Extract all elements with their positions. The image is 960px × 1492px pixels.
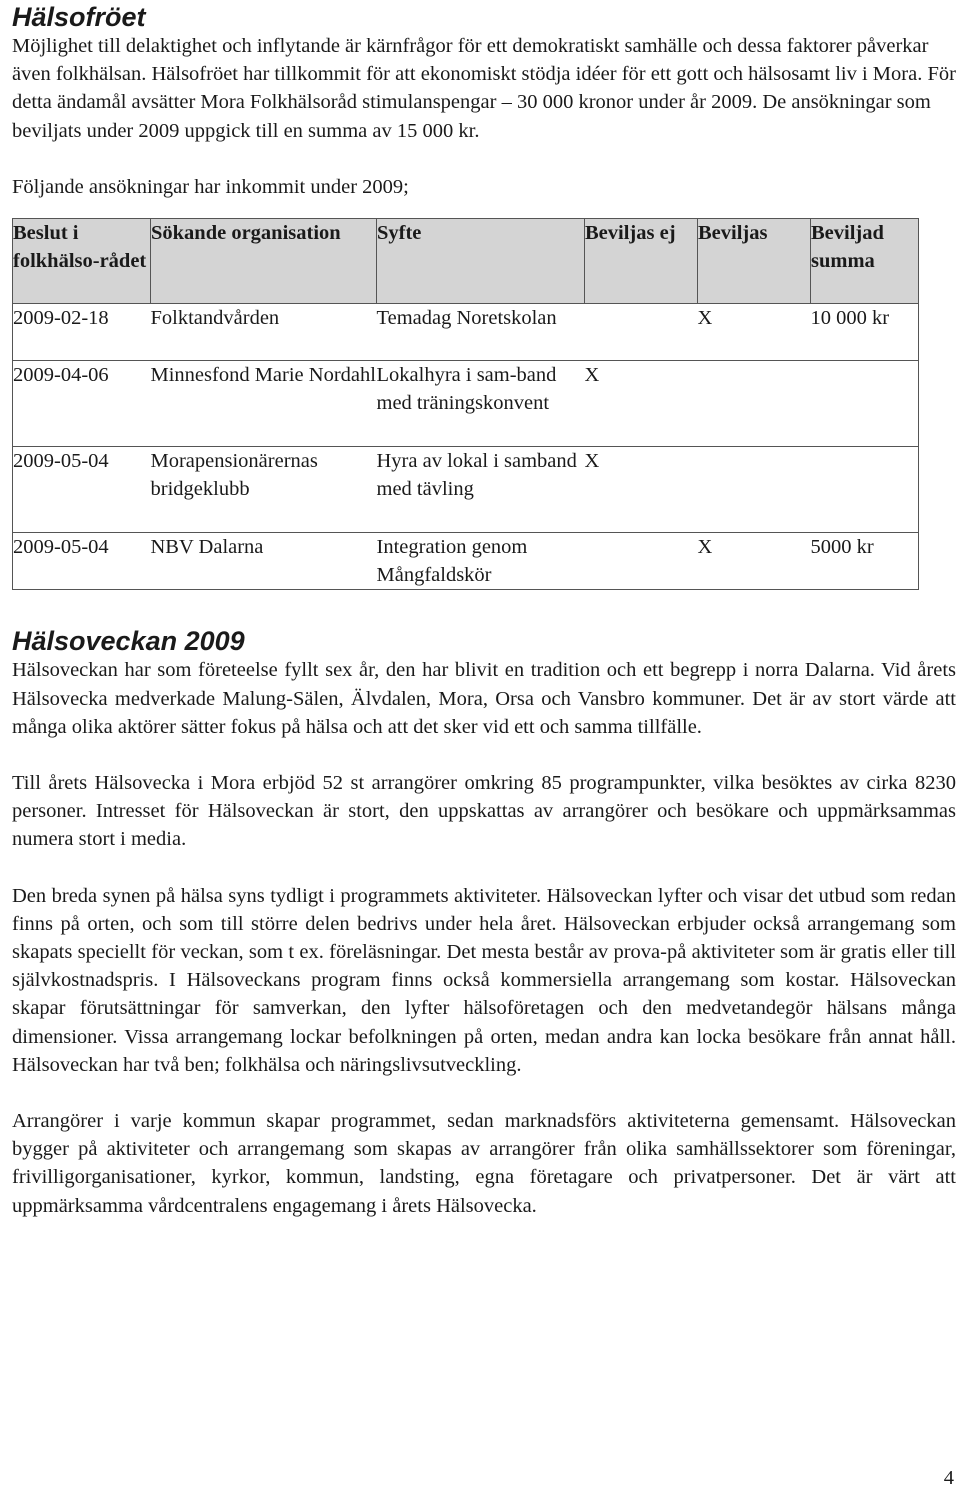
intro-paragraph: Möjlighet till delaktighet och inflytande är kärnfrågor för ett demokratiskt samhälle och dessa faktorer påverkar även folkhälsan. Hälsofröet har tillkommit för att ekonomiskt stödja idéer för ett gott och hälsosamt liv i Mora. För detta ändamål avsätter Mora Folkhälsoråd stimulanspengar – 30 000 kronor under år 2009. De ansökningar som beviljats under 2009 uppgick till en summa av 15 000 kr. bbox=[12, 35, 956, 142]
cell-date: 2009-05-04 bbox=[13, 447, 151, 533]
cell-approved: X bbox=[698, 304, 811, 361]
cell-amount bbox=[811, 447, 919, 533]
applications-intro: Följande ansökningar har inkommit under 2009; bbox=[12, 175, 409, 198]
table-row bbox=[13, 533, 919, 590]
page-number: 4 bbox=[943, 1467, 954, 1489]
header-beviljad-summa: Beviljad summa bbox=[811, 219, 919, 304]
applications-table bbox=[12, 218, 919, 590]
table-row bbox=[13, 304, 919, 361]
cell-purpose: Temadag Noretskolan bbox=[377, 304, 585, 361]
body-paragraph: Arrangörer i varje kommun skapar programmet, sedan marknadsförs aktiviteterna gemensamt. Hälsoveckan bygger på aktiviteter och arrangemang som skapas av arrangörer från olika samhällssektorer som föreningar, frivilligorganisationer, kyrkor, kommun, landsting, egna företagare och privatpersoner. Det är värt att uppmärksamma vårdcentralens engagemang i årets Hälsovecka. bbox=[12, 1110, 956, 1217]
cell-purpose: Lokalhyra i sam-band med träningskonvent bbox=[377, 361, 585, 447]
cell-approved: X bbox=[698, 533, 811, 590]
header-beviljas-ej: Beviljas ej bbox=[585, 219, 698, 304]
header-beslut: Beslut i folkhälso-rådet bbox=[13, 219, 151, 304]
cell-rejected: X bbox=[585, 447, 698, 533]
body-paragraph: Den breda synen på hälsa syns tydligt i programmets aktiviteter. Hälsoveckan lyfter och visar det utbud som redan finns på orten, och som till större delen bedrivs under hela året. Hälsoveckan erbjuder också arrangemang som skapats speciellt för veckan, som t ex. föreläsningar. Det mesta består av prova-på aktiviteter som är gratis eller till självkostnadspris. I Hälsoveckans program finns också kommersiella arrangemang som kostar. Hälsoveckan skapar förutsättningar för samverkan, den lyfter hälsoföretagen och den medvetandegör hälsans många dimensioner. Vissa arrangemang lockar befolkningen på orten, medan andra kan locka besökare från annat håll. Hälsoveckan har två ben; folkhälsa och näringslivsutveckling. bbox=[12, 884, 956, 1076]
cell-purpose: Hyra av lokal i samband med tävling bbox=[377, 447, 585, 533]
cell-amount bbox=[811, 361, 919, 447]
cell-rejected bbox=[585, 533, 698, 590]
cell-date: 2009-05-04 bbox=[13, 533, 151, 590]
cell-approved bbox=[698, 361, 811, 447]
body-paragraph: Till årets Hälsovecka i Mora erbjöd 52 st arrangörer omkring 85 programpunkter, vilka besöktes av cirka 8230 personer. Intresset för Hälsoveckan är stort, den uppskattas av arrangörer och besökare och uppmärksammas numera stort i media. bbox=[12, 772, 956, 851]
section-heading-halsofroet: Hälsofröet bbox=[12, 2, 146, 32]
table-row bbox=[13, 361, 919, 447]
cell-date: 2009-04-06 bbox=[13, 361, 151, 447]
cell-amount: 5000 kr bbox=[811, 533, 919, 590]
document-page bbox=[12, 0, 956, 1220]
cell-organisation: Minnesfond Marie Nordahl bbox=[151, 361, 377, 447]
cell-organisation: Morapensionärernas bridgeklubb bbox=[151, 447, 377, 533]
table-row bbox=[13, 447, 919, 533]
header-syfte: Syfte bbox=[377, 219, 585, 304]
section-heading-halsoveckan: Hälsoveckan 2009 bbox=[12, 626, 245, 657]
cell-approved bbox=[698, 447, 811, 533]
header-sokande: Sökande organisation bbox=[151, 219, 377, 304]
cell-organisation: Folktandvården bbox=[151, 304, 377, 361]
cell-amount: 10 000 kr bbox=[811, 304, 919, 361]
body-paragraph: Hälsoveckan har som företeelse fyllt sex år, den har blivit en tradition och ett begrepp i norra Dalarna. Vid årets Hälsovecka medverkade Malung-Sälen, Älvdalen, Mora, Orsa och Vansbro kommuner. Det är av stort värde att många olika aktörer sätter fokus på hälsa och att det sker vid ett och samma tillfälle. bbox=[12, 659, 956, 738]
table-header-row bbox=[13, 219, 919, 304]
cell-rejected: X bbox=[585, 361, 698, 447]
cell-date: 2009-02-18 bbox=[13, 304, 151, 361]
cell-purpose: Integration genom Mångfaldskör bbox=[377, 533, 585, 590]
header-beviljas: Beviljas bbox=[698, 219, 811, 304]
cell-rejected bbox=[585, 304, 698, 361]
cell-organisation: NBV Dalarna bbox=[151, 533, 377, 590]
